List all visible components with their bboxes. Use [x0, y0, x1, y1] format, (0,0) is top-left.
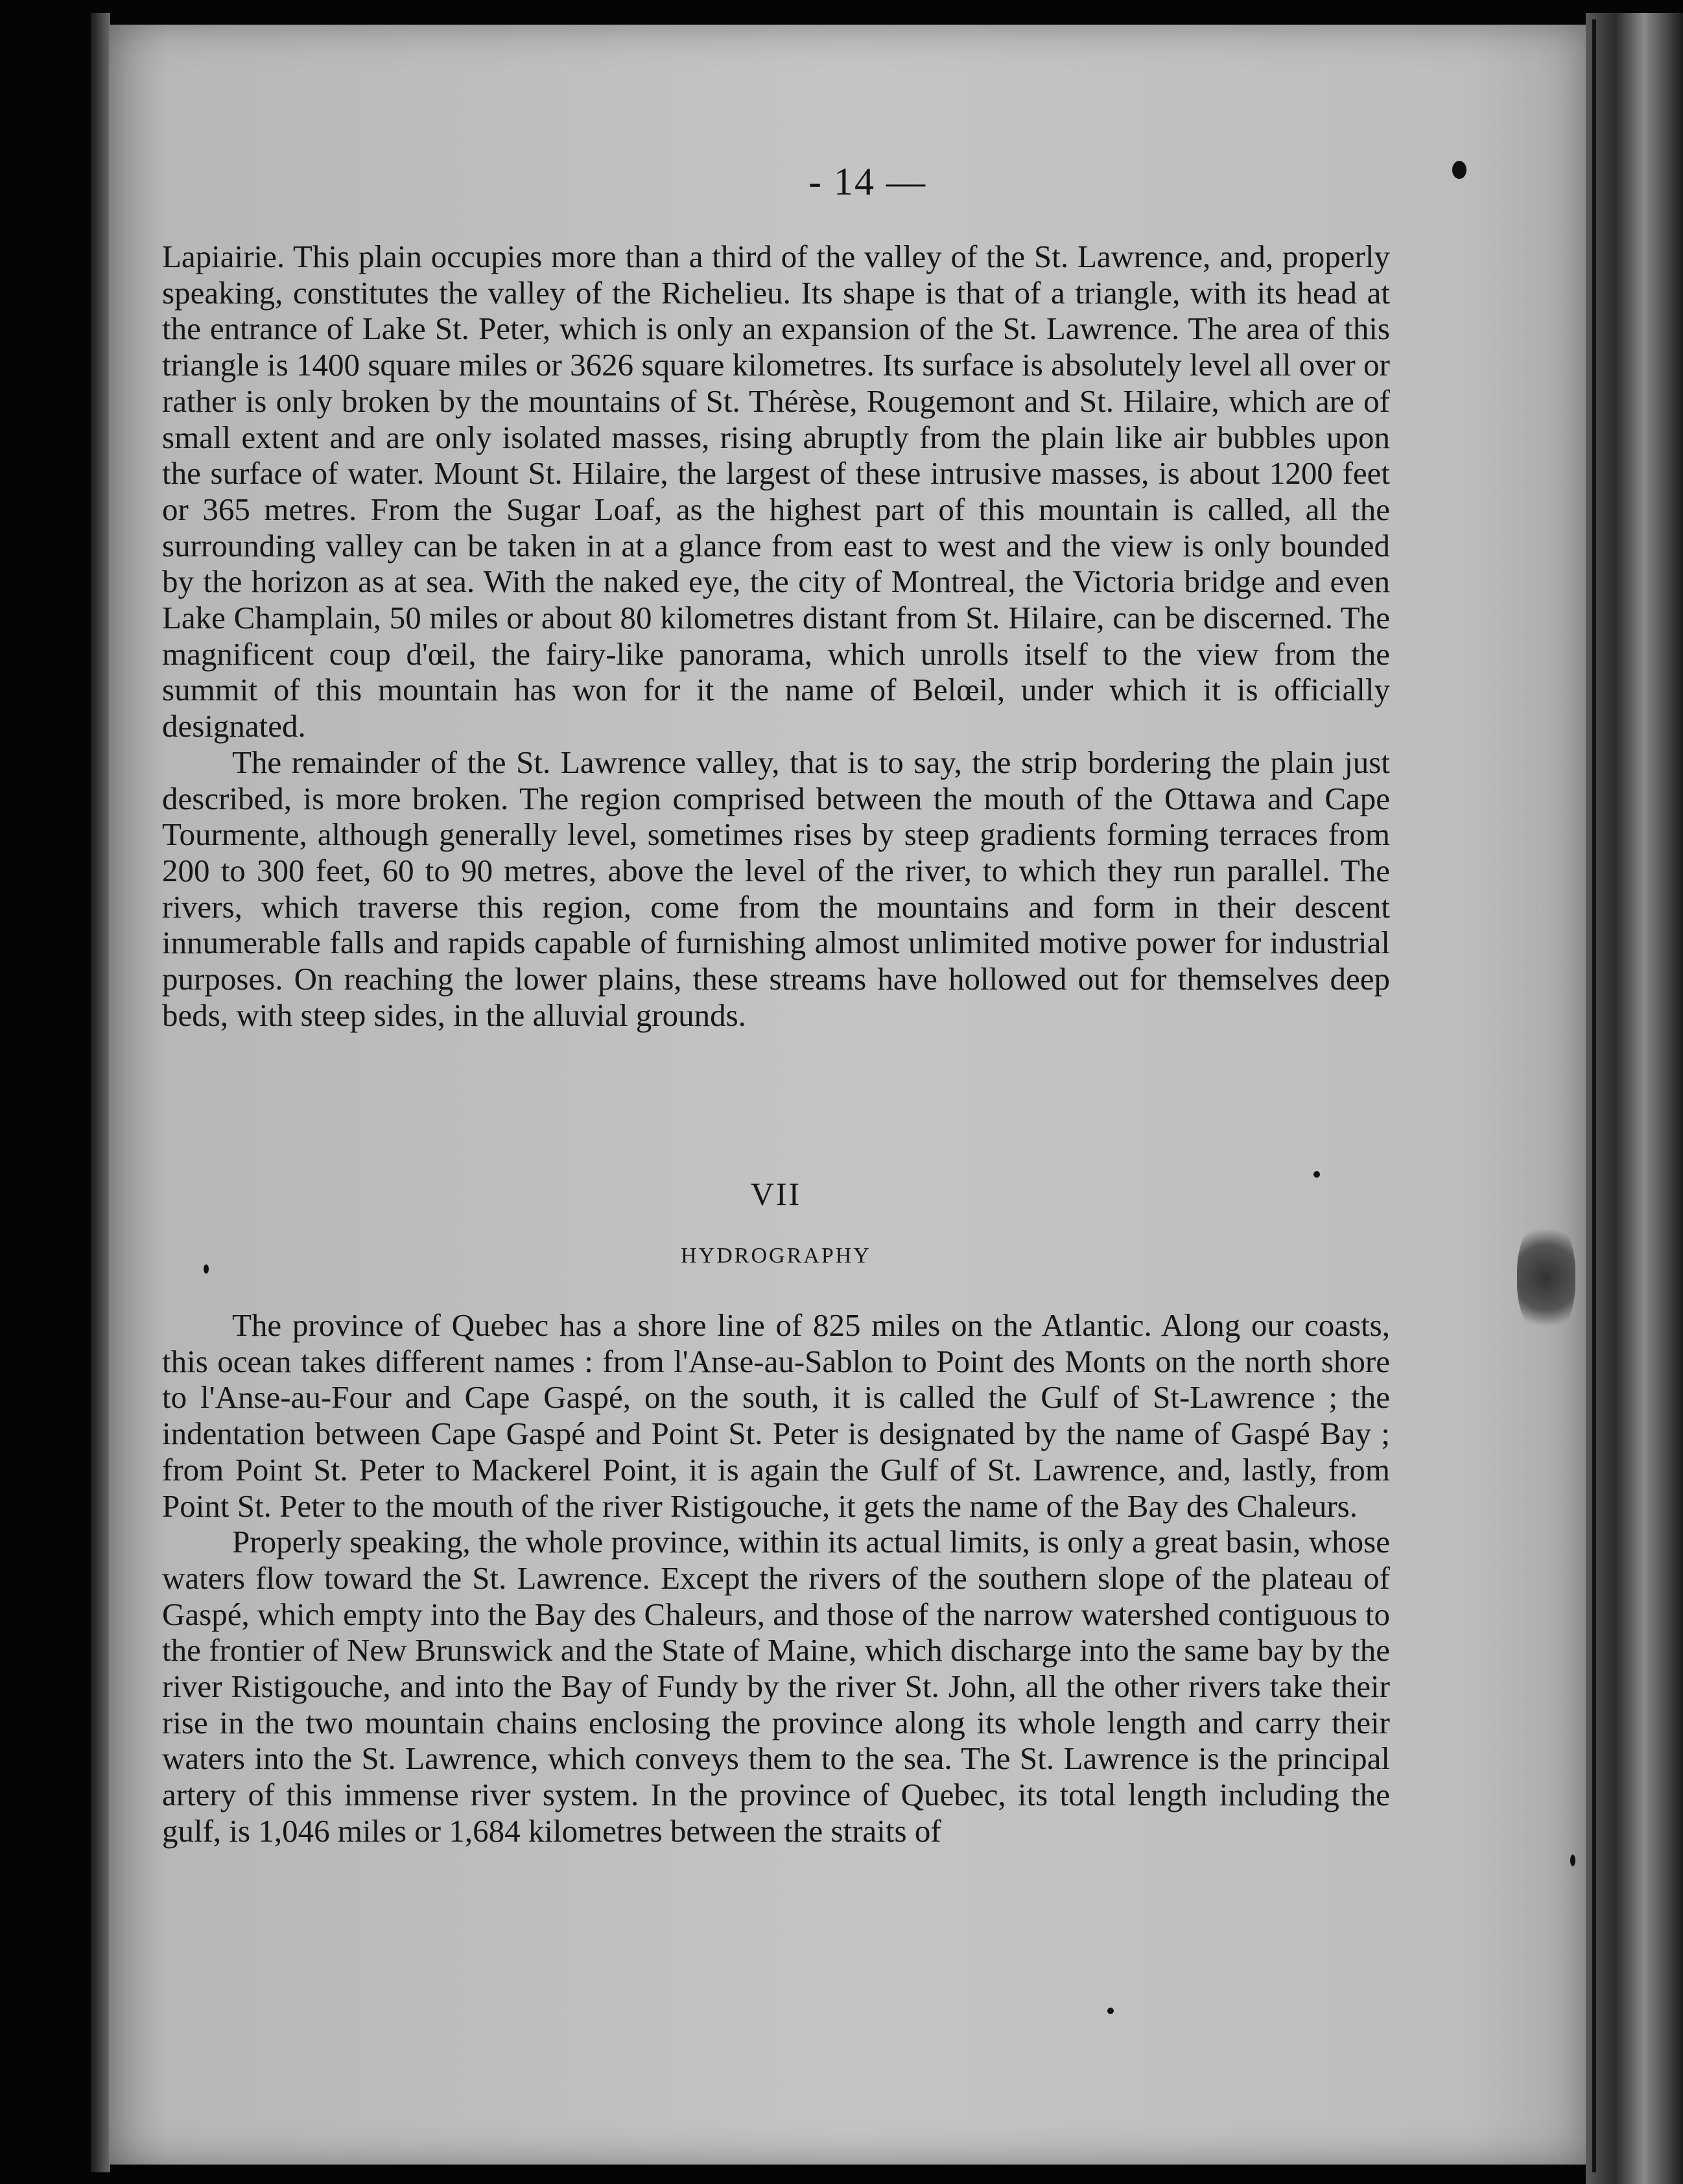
page-right-binding — [1586, 13, 1683, 2184]
scan-speck — [1570, 1855, 1575, 1866]
paragraph: The remainder of the St. Lawrence valley, that is to say, the strip bordering the plain just described, is more broken. The region comprised between the mouth of the Ottawa and Cape Tourmente, although generally level, sometimes rises by steep gradients forming terraces from 200 to 300 feet, 60 to 90 metres, above the level of the river, to which they run parallel. The rivers, which traverse this region, come from the mountains and form in their descent innumerable falls and rapids capable of furnishing almost unlimited motive power for industrial purposes. On reaching the lower plains, these streams have hollowed out for themselves deep beds, with steep sides, in the alluvial grounds. — [162, 744, 1390, 1033]
body-text-bottom — [162, 1307, 1390, 1849]
section-number: VII — [750, 1176, 802, 1212]
body-text-top — [162, 239, 1390, 1033]
scan-blotch — [1517, 1219, 1575, 1336]
section-title: HYDROGRAPHY — [681, 1244, 871, 1268]
paragraph: Lapiairie. This plain occupies more than a third of the valley of the St. Lawrence, and, properly speaking, constitutes the valley of the Richelieu. Its shape is that of a triangle, with its head at the entrance of Lake St. Peter, which is only an expansion of the St. Lawrence. The area of this triangle is 1400 square miles or 3626 square kilometres. Its surface is absolutely level all over or rather is only broken by the mountains of St. Thérèse, Rougemont and St. Hilaire, which are of small extent and are only isolated masses, rising abruptly from the plain like air bubbles upon the surface of water. Mount St. Hilaire, the largest of these intrusive masses, is about 1200 feet or 365 metres. From the Sugar Loaf, as the highest part of this mountain is called, all the surrounding valley can be taken in at a glance from east to west and the view is only bounded by the horizon as at sea. With the naked eye, the city of Montreal, the Victoria bridge and even Lake Champlain, 50 miles or about 80 kilometres distant from St. Hilaire, can be discerned. The magnificent coup d'œil, the fairy-like panorama, which unrolls itself to the view from the summit of this mountain has won for it the name of Belœil, under which it is officially designated. — [162, 239, 1390, 744]
gutter-line — [1592, 19, 1596, 2172]
paragraph: Properly speaking, the whole province, within its actual limits, is only a great basin, whose waters flow toward the St. Lawrence. Except the rivers of the southern slope of the plateau of Gaspé, which empty into the Bay des Chaleurs, and those of the narrow watershed contiguous to the frontier of New Brunswick and the State of Maine, which discharge into the same bay by the river Ristigouche, and into the Bay of Fundy by the river St. John, all the other rivers take their rise in the two mountain chains enclosing the province along its whole length and carry their waters into the St. Lawrence, which conveys them to the sea. The St. Lawrence is the principal artery of this immense river system. In the province of Quebec, its total length including the gulf, is 1,046 miles or 1,684 kilometres between the straits of — [162, 1524, 1390, 1849]
scan-speck — [204, 1264, 209, 1274]
scan-speck — [1452, 161, 1466, 179]
scan-speck — [1313, 1171, 1320, 1178]
paragraph: The province of Quebec has a shore line of 825 miles on the Atlantic. Along our coasts, this ocean takes different names : from l'Anse-au-Sablon to Point des Monts on the north shore to l'Anse-au-Four and Cape Gaspé, on the south, it is called the Gulf of St-Lawrence ; the indentation between Cape Gaspé and Point St. Peter is designated by the name of Gaspé Bay ; from Point St. Peter to Mackerel Point, it is again the Gulf of St. Lawrence, and, lastly, from Point St. Peter to the mouth of the river Ristigouche, it gets the name of the Bay des Chaleurs. — [162, 1307, 1390, 1524]
page-left-edge — [91, 13, 110, 2172]
scan-speck — [1107, 2008, 1114, 2014]
page-number: - 14 — — [808, 160, 926, 203]
